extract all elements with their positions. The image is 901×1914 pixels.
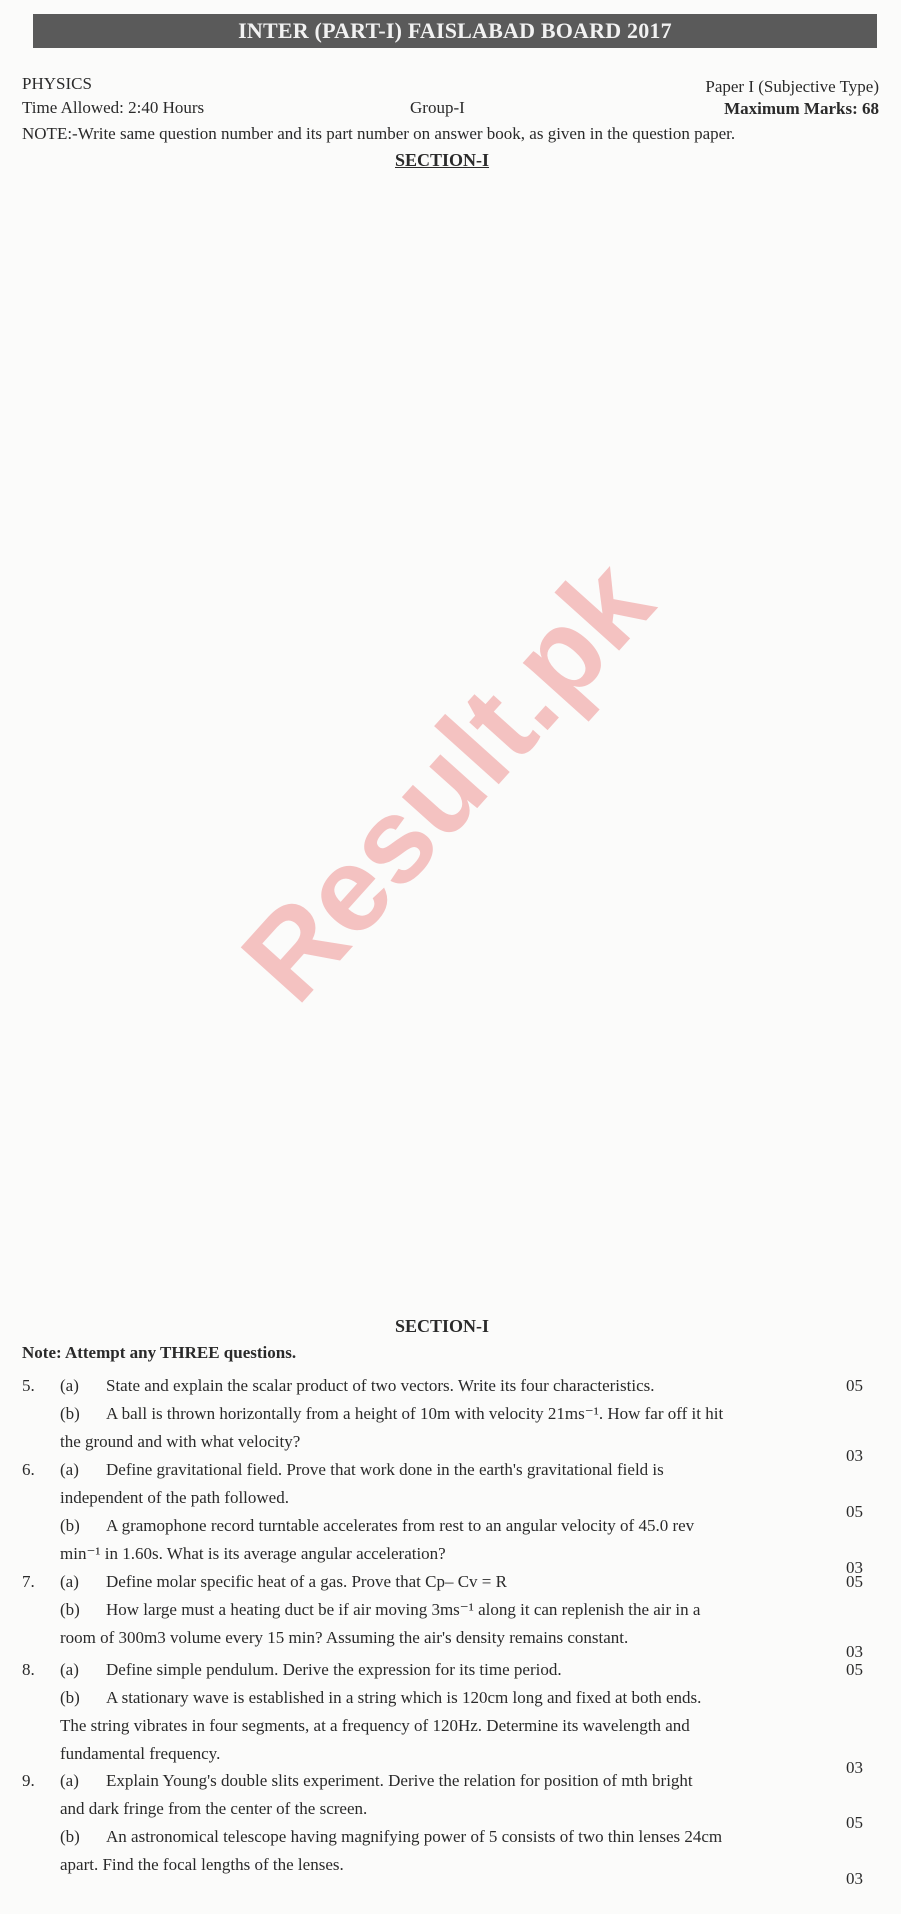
long-part-label: (b) (60, 1404, 80, 1423)
long-part-text: A ball is thrown horizontally from a height of 10m with velocity 21ms⁻¹. How far off it hit (106, 1404, 724, 1423)
long-part-text: room of 300m3 volume every 15 min? Assuming the air's density remains constant. (60, 1628, 629, 1647)
long-part-marks: 03 (846, 1869, 863, 1888)
long-part-label: (b) (60, 1516, 80, 1535)
long-part-marks: 03 (846, 1758, 863, 1777)
long-part-marks: 05 (846, 1660, 863, 1679)
long-question-number: 7. (22, 1572, 35, 1591)
board-banner: INTER (PART-I) FAISLABAD BOARD 2017 (33, 14, 877, 48)
long-question-number: 6. (22, 1460, 35, 1479)
long-part-text: An astronomical telescope having magnifying power of 5 consists of two thin lenses 24cm (106, 1827, 723, 1846)
long-question-number: 5. (22, 1376, 35, 1395)
long-part-text: apart. Find the focal lengths of the lenses. (60, 1855, 344, 1874)
section-title: SECTION-I (395, 150, 490, 170)
watermark: Result.pk (216, 534, 678, 1027)
long-part-marks: 03 (846, 1642, 863, 1661)
long-part-text: and dark fringe from the center of the screen. (60, 1799, 368, 1818)
long-part-text: Explain Young's double slits experiment. Derive the relation for position of mth bright (106, 1771, 693, 1790)
long-part-text: State and explain the scalar product of two vectors. Write its four characteristics. (106, 1376, 655, 1395)
long-part-text: How large must a heating duct be if air moving 3ms⁻¹ along it can replenish the air in a (106, 1600, 701, 1619)
instruction-note: NOTE:-Write same question number and its part number on answer book, as given in the question paper. (22, 124, 736, 143)
long-part-text: min⁻¹ in 1.60s. What is its average angular acceleration? (60, 1544, 446, 1563)
long-part-text: the ground and with what velocity? (60, 1432, 301, 1451)
long-question-number: 8. (22, 1660, 35, 1679)
long-part-text: The string vibrates in four segments, at a frequency of 120Hz. Determine its wavelength and (60, 1716, 690, 1735)
long-part-marks: 03 (846, 1446, 863, 1465)
maximum-marks: Maximum Marks: 68 (724, 99, 879, 118)
long-part-text: independent of the path followed. (60, 1488, 289, 1507)
section-title-2: SECTION-I (395, 1316, 490, 1336)
long-part-text: A stationary wave is established in a string which is 120cm long and fixed at both ends. (106, 1688, 702, 1707)
long-part-text: fundamental frequency. (60, 1744, 221, 1763)
group: Group-I (410, 98, 465, 117)
long-part-label: (b) (60, 1600, 80, 1619)
long-part-text: Define molar specific heat of a gas. Prove that Cp– Cv = R (106, 1572, 507, 1591)
long-part-label: (b) (60, 1688, 80, 1707)
long-part-label: (b) (60, 1827, 80, 1846)
long-part-marks: 05 (846, 1502, 863, 1521)
subject: PHYSICS (22, 74, 92, 93)
section-note: Note: Attempt any THREE questions. (22, 1343, 297, 1362)
long-part-text: Define simple pendulum. Derive the expression for its time period. (106, 1660, 562, 1679)
long-part-marks: 05 (846, 1376, 863, 1395)
long-part-text: A gramophone record turntable accelerates from rest to an angular velocity of 45.0 rev (106, 1516, 695, 1535)
time-allowed: Time Allowed: 2:40 Hours (22, 98, 205, 117)
long-question-number: 9. (22, 1771, 35, 1790)
paper-type: Paper I (Subjective Type) (705, 77, 879, 96)
long-part-label: (a) (60, 1376, 79, 1395)
long-part-label: (a) (60, 1572, 79, 1591)
long-part-label: (a) (60, 1660, 79, 1679)
long-part-text: Define gravitational field. Prove that work done in the earth's gravitational field is (106, 1460, 664, 1479)
long-part-marks: 03 (846, 1558, 863, 1577)
long-part-label: (a) (60, 1460, 79, 1479)
long-part-marks: 05 (846, 1572, 863, 1591)
long-part-marks: 05 (846, 1813, 863, 1832)
long-part-label: (a) (60, 1771, 79, 1790)
